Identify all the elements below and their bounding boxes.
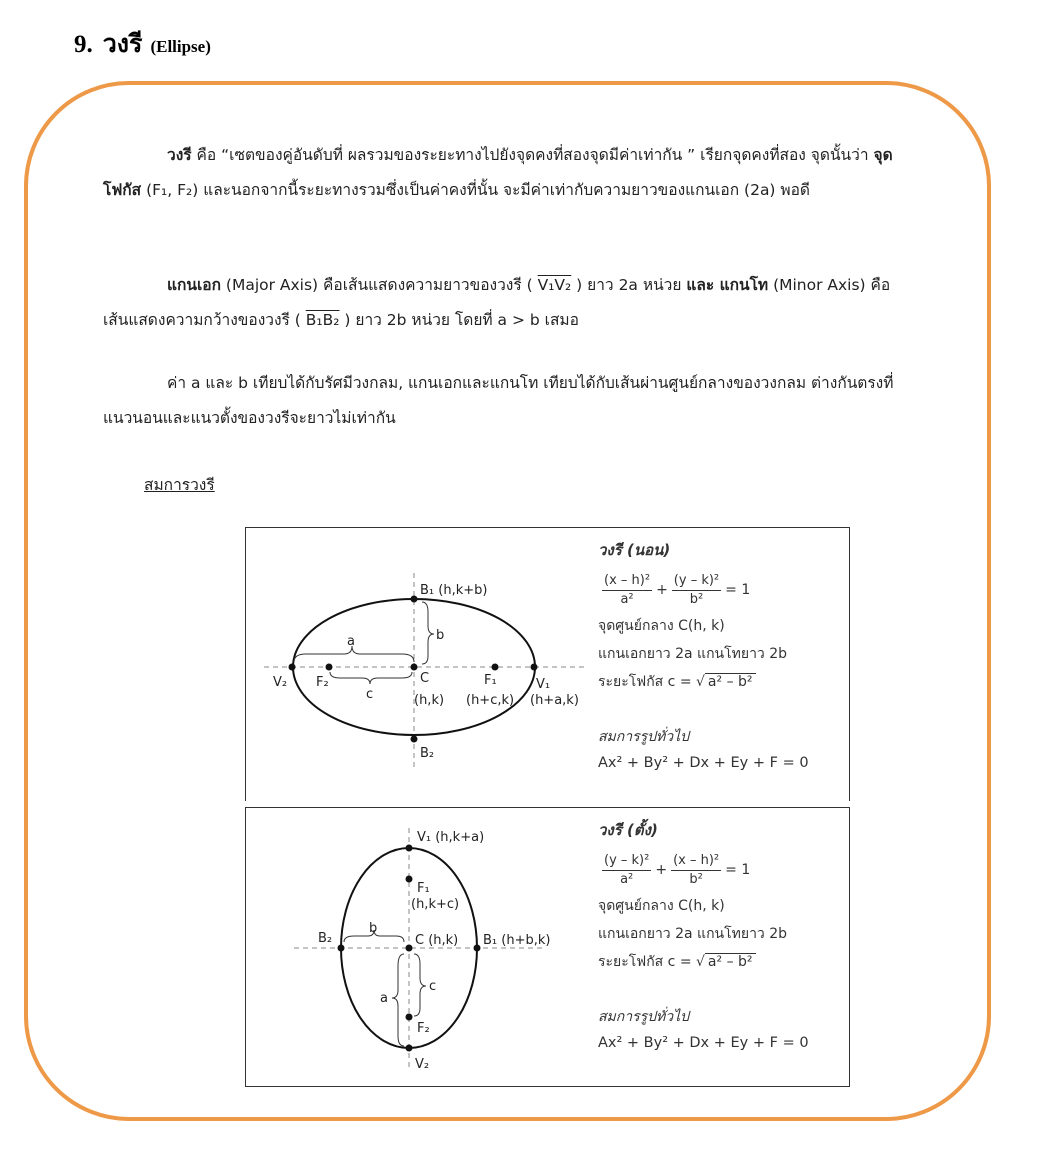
general-title: สมการรูปทั่วไป <box>598 1009 690 1025</box>
point-v2 <box>406 1045 413 1052</box>
label-v1: V₁ <box>536 677 551 692</box>
point-f2 <box>326 664 333 671</box>
point-b1 <box>474 945 481 952</box>
label-f1: F₁ <box>417 881 430 896</box>
section-title-english: (Ellipse) <box>150 37 211 56</box>
standard-equation: $\frac{\text{(x – h)²}}{\text{a²}}$ + $\frac{\text{(y – k)²}}{\text{b²}}$ = 1 <box>604 572 751 607</box>
brace-b <box>422 602 434 664</box>
label-f2: F₂ <box>316 675 329 690</box>
label-f1: F₁ <box>484 673 497 688</box>
general-equation: Ax² + By² + Dx + Ey + F = 0 <box>598 755 809 771</box>
figure-vertical-ellipse <box>245 807 850 1087</box>
label-b1: B₁ (h+b,k) <box>483 933 551 948</box>
brace-c <box>414 954 426 1016</box>
axes-text: แกนเอกยาว 2a แกนโทยาว 2b <box>598 926 788 942</box>
point-f1 <box>406 876 413 883</box>
focal-text: ระยะโฟกัส c = √ a² – b² <box>598 948 848 976</box>
axes-text: แกนเอกยาว 2a แกนโทยาว 2b <box>598 646 788 662</box>
label-b: b <box>369 921 378 936</box>
focal-text: ระยะโฟกัส c = √ a² – b² <box>598 668 848 696</box>
section-title-thai: วงรี <box>102 31 143 58</box>
label-a: a <box>380 991 388 1006</box>
equation-title: วงรี (ตั้ง) <box>598 821 658 839</box>
label-c-length: c <box>429 979 437 994</box>
label-c-point: C (h,k) <box>415 933 459 948</box>
label-b2: B₂ <box>318 931 333 946</box>
equation-panel-vertical <box>598 818 848 1056</box>
term-focus: จุดโฟกัส <box>103 146 893 199</box>
point-f1 <box>492 664 499 671</box>
label-hck: (h+c,k) <box>466 693 515 708</box>
point-c <box>406 945 413 952</box>
label-b1: B₁ (h,k+b) <box>420 583 488 598</box>
label-f2: F₂ <box>417 1021 430 1036</box>
label-c-point: C <box>420 671 430 686</box>
point-v1 <box>531 664 538 671</box>
segment-b1b2: B₁B₂ <box>305 311 340 329</box>
paragraph-definition: วงรี คือ “เซตของคู่อันดับที่ ผลรวมของระยะทางไปยังจุดคงที่สองจุดมีค่าเท่ากัน ” เรียกจุดคงที่สอง จุดนั้นว่า จุดโฟกัส (F₁, F₂) และนอกจากนี้ระยะทางรวมซึ่งเป็นค่าคงที่นั้น จะมีค่าเท่ากับความยาวของแกนเอก (2a) พอดี <box>103 146 893 199</box>
paragraph-axes: แกนเอก (Major Axis) คือเส้นแสดงความยาวของวงรี ( V₁V₂ ) ยาว 2a หน่วย และ แกนโท (Minor Axis) คือเส้นแสดงความกว้างของวงรี ( B₁B₂ ) ยาว 2b หน่วย โดยที่ a > b เสมอ <box>103 276 891 329</box>
label-v1: V₁ (h,k+a) <box>417 830 485 845</box>
label-c-length: c <box>366 687 374 702</box>
brace-c <box>330 672 412 684</box>
label-hkc: (h,k+c) <box>411 897 460 912</box>
section-number: 9. <box>74 31 93 58</box>
segment-v1v2: V₁V₂ <box>537 276 572 294</box>
section-heading <box>74 24 211 64</box>
label-v2: V₂ <box>415 1057 430 1072</box>
general-title: สมการรูปทั่วไป <box>598 729 690 745</box>
paragraph-comparison: ค่า a และ b เทียบได้กับรัศมีวงกลม, แกนเอกและแกนโท เทียบได้กับเส้นผ่านศูนย์กลางของวงกลม ต่างกันตรงที่แนวนอนและแนวตั้งของวงรีจะยาวไม่เท่ากัน <box>103 374 894 427</box>
point-b2 <box>338 945 345 952</box>
point-c <box>411 664 418 671</box>
general-equation: Ax² + By² + Dx + Ey + F = 0 <box>598 1035 809 1051</box>
center-text: จุดศูนย์กลาง C(h, k) <box>598 898 725 914</box>
label-a: a <box>347 634 355 649</box>
label-hk: (h,k) <box>414 693 445 708</box>
equation-panel-horizontal <box>598 538 848 776</box>
equation-title: วงรี (นอน) <box>598 541 671 559</box>
term-minor-axis: แกนโท <box>714 276 769 294</box>
point-b2 <box>411 736 418 743</box>
point-v1 <box>406 845 413 852</box>
point-v2 <box>289 664 296 671</box>
term-major-axis: แกนเอก <box>167 276 221 294</box>
label-v2: V₂ <box>273 675 288 690</box>
brace-a <box>392 954 404 1046</box>
equation-subtitle: สมการวงรี <box>144 476 215 494</box>
center-text: จุดศูนย์กลาง C(h, k) <box>598 618 725 634</box>
label-hak: (h+a,k) <box>530 693 579 708</box>
term-ellipse: วงรี <box>167 146 192 164</box>
label-b: b <box>436 628 445 643</box>
label-b2: B₂ <box>420 746 435 761</box>
point-f2 <box>406 1014 413 1021</box>
figure-horizontal-ellipse <box>245 527 850 801</box>
point-b1 <box>411 596 418 603</box>
standard-equation: $\frac{\text{(y – k)²}}{\text{a²}}$ + $\frac{\text{(x – h)²}}{\text{b²}}$ = 1 <box>604 852 751 887</box>
